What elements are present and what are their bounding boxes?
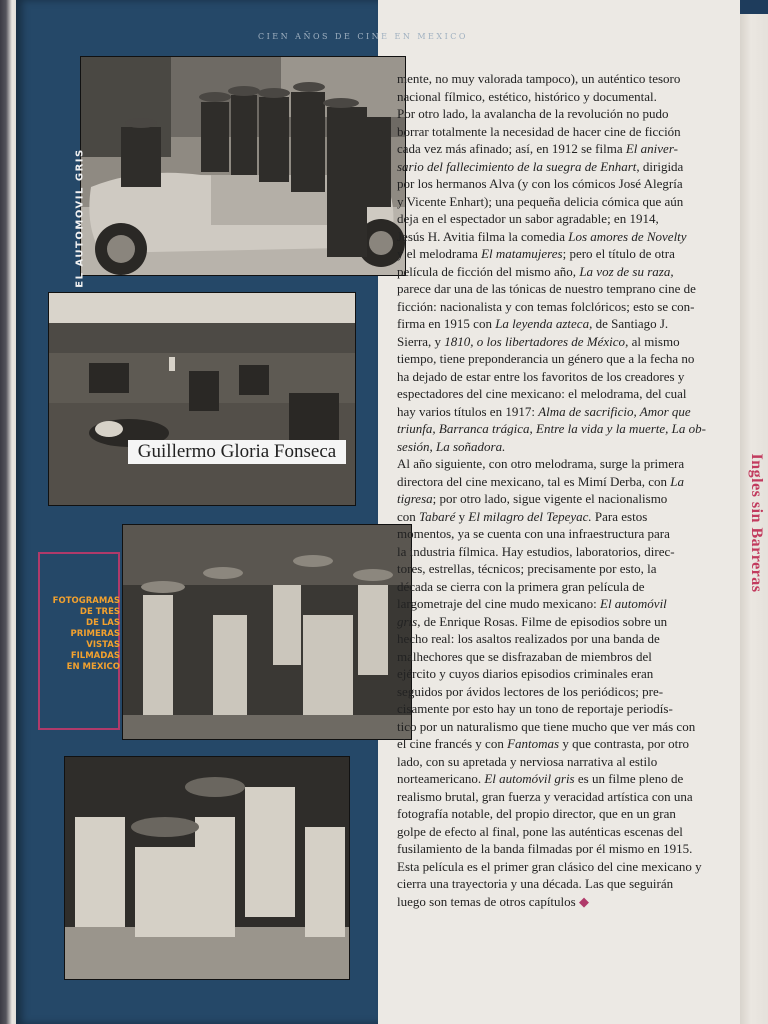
body-line	[397, 350, 719, 368]
body-text-run: luego son temas de otros capítulos	[397, 893, 579, 909]
body-text-run: por los hermanos Alva (y con los cómicos José Alegría	[397, 176, 683, 191]
body-text-run: golpe de efecto al final, pone las auténticas escenas del	[397, 823, 683, 839]
body-text-run: , dirigida	[636, 158, 684, 174]
body-text-run: década se cierra con la primera gran película de	[397, 578, 645, 594]
body-line	[397, 245, 719, 263]
body-line	[397, 193, 719, 211]
body-line	[397, 700, 719, 718]
body-line	[397, 210, 719, 228]
body-line	[397, 368, 719, 386]
body-text-run: tores, estrellas, técnicos; precisamente por esto, la	[397, 561, 657, 576]
body-text-run: sesión, La soñadora.	[397, 438, 506, 454]
caption-line: FILMADAS	[70, 651, 120, 661]
body-text-run: Jesús H. Avitia filma la comedia	[397, 228, 569, 244]
body-text-run: momentos, ya se cuenta con una infraestructura para	[397, 526, 670, 541]
body-line	[397, 543, 719, 561]
body-text-run: realismo brutal, gran fuerza y veracidad artística con una	[397, 788, 693, 804]
body-text-run: el cine francés y con	[397, 736, 508, 751]
body-line	[397, 473, 719, 491]
body-text-run: y que contrasta, por otro	[559, 736, 690, 751]
body-line	[397, 823, 719, 841]
body-line	[397, 735, 719, 753]
body-line	[397, 893, 719, 911]
author-name-overlay: Guillermo Gloria Fonseca	[128, 440, 346, 464]
body-line	[397, 158, 719, 176]
body-text-run: El automóvil	[600, 596, 667, 611]
body-line	[397, 140, 719, 158]
caption-line: VISTAS	[86, 640, 120, 650]
body-line	[397, 683, 719, 701]
body-line	[397, 263, 719, 281]
photo-seated-group	[64, 756, 350, 980]
photo-automovil-gris	[80, 56, 406, 276]
body-line	[397, 613, 719, 631]
body-text-run: Sierra, y	[397, 333, 445, 349]
body-text-run: ; pero el título de otra	[562, 246, 675, 261]
body-line	[397, 858, 719, 876]
body-text-run: , de Santiago J.	[589, 316, 669, 331]
body-text-run: firma en 1915 con	[397, 316, 496, 331]
photo-crowd-hats	[122, 524, 412, 740]
body-line	[397, 490, 719, 508]
body-text-run: tiempo, tiene preponderancia un género que a la fecha no	[397, 351, 695, 366]
body-line	[397, 665, 719, 683]
body-line	[397, 455, 719, 473]
body-text-run: nacional fílmico, estético, histórico y documental.	[397, 88, 657, 104]
body-line	[397, 298, 719, 316]
body-text-run: y el melodrama	[397, 246, 482, 261]
photo-caption	[38, 596, 120, 673]
body-text-run: es un filme pleno de	[574, 771, 684, 786]
body-line	[397, 385, 719, 403]
body-text-run: Tabaré	[419, 508, 456, 524]
body-text-run: El automóvil gris	[484, 771, 575, 786]
body-text-run: cisamente por esto hay un tono de reportaje periodís-	[397, 701, 673, 716]
body-text-run: Esta película es el primer gran clásico del cine mexicano y	[397, 858, 702, 874]
body-text-run: y	[455, 508, 469, 524]
body-text-run: parece dar una de las tónicas de nuestro temprano cine de	[397, 281, 696, 296]
body-line	[397, 175, 719, 193]
body-line	[397, 875, 719, 893]
body-line	[397, 648, 719, 666]
body-line	[397, 105, 719, 123]
body-text-run: espectadores del cine mexicano: el melodrama, del cual	[397, 386, 687, 401]
body-text-run: Alma de sacrificio, Amor que	[538, 403, 691, 419]
body-text-run: fotografía notable, del propio director, que en un gran	[397, 806, 676, 821]
body-line	[397, 753, 719, 771]
body-line	[397, 88, 719, 106]
side-publication-title: Ingles sin Barreras	[748, 453, 765, 593]
body-line	[397, 595, 719, 613]
body-text-run: El aniver-	[625, 141, 678, 156]
caption-line: DE LAS	[86, 618, 120, 628]
body-text-run: lado, con su apretada y nerviosa narrativa al estilo	[397, 753, 658, 769]
body-text-run: Para estos	[591, 508, 648, 524]
body-text-run: la industria fílmica. Hay estudios, laboratorios, direc-	[397, 543, 675, 559]
body-text-run: seguidos por ávidos lectores de los periódicos; pre-	[397, 683, 664, 699]
body-text-run: cada vez más afinado; así, en 1912 se filma	[397, 141, 626, 156]
body-text-run: mente, no muy valorada tampoco), un auténtico tesoro	[397, 71, 681, 86]
body-text-run: malhechores que se disfrazaban de miembros del	[397, 648, 652, 664]
body-text-run: hecho real: los asaltos realizados por una banda de	[397, 631, 660, 646]
body-line	[397, 630, 719, 648]
body-text-run: norteamericano.	[397, 771, 485, 786]
body-line	[397, 403, 719, 421]
body-text-run: tigresa	[397, 491, 433, 506]
body-text-run: directora del cine mexicano, tal es Mimí Derba, con	[397, 473, 671, 489]
caption-line: FOTOGRAMAS	[52, 596, 120, 606]
body-text-run: película de ficción del mismo año,	[397, 263, 580, 279]
body-text-run: fusilamiento de la banda filmadas por él mismo en 1915.	[397, 841, 693, 856]
body-line	[397, 333, 719, 351]
body-text-run: cierra una trayectoria y una década. Las que seguirán	[397, 876, 674, 891]
body-text-run: Al año siguiente, con otro melodrama, surge la primera	[397, 456, 685, 471]
photo-label-vertical: EL AUTOMOVIL GRIS	[74, 148, 86, 288]
body-text-run: ha dejado de estar entre los favoritos de los creadores y	[397, 368, 685, 384]
body-text-run: ficción: nacionalista y con temas folclóricos; esto se con-	[397, 298, 695, 314]
body-line	[397, 805, 719, 823]
body-line	[397, 788, 719, 806]
body-line	[397, 438, 719, 456]
body-text-run: tico por un naturalismo que tiene mucho que ver más con	[397, 718, 696, 734]
body-line	[397, 718, 719, 736]
body-text-run: sario del fallecimiento de la suegra de Enhart	[397, 158, 637, 174]
body-line	[397, 560, 719, 578]
body-text-run: gris	[397, 613, 418, 629]
body-text-run: Los amores de Novelty	[568, 228, 687, 244]
body-line	[397, 525, 719, 543]
body-text-run: Por otro lado, la avalancha de la revolución no pudo	[397, 106, 669, 121]
body-line	[397, 315, 719, 333]
article-body	[397, 70, 719, 910]
body-text-run: La leyenda azteca	[495, 316, 590, 331]
body-text-run: Fantomas	[507, 736, 560, 751]
body-text-run: con	[397, 508, 420, 524]
body-text-run: El matamujeres	[481, 246, 563, 261]
caption-line: PRIMERAS	[70, 629, 120, 639]
caption-line: EN MEXICO	[66, 662, 120, 672]
photo-charros-field	[48, 292, 356, 506]
body-text-run: La	[670, 473, 684, 489]
body-text-run: ; por otro lado, sigue vigente el nacionalismo	[432, 491, 668, 506]
body-text-run: 1810, o los libertadores de México	[444, 333, 626, 349]
body-text-run: hay varios títulos en 1917:	[397, 403, 539, 419]
caption-line: DE TRES	[79, 607, 120, 617]
end-mark-icon: ◆	[578, 893, 589, 909]
body-text-run: , de Enrique Rosas. Filme de episodios sobre un	[417, 613, 668, 629]
body-text-run: triunfa, Barranca trágica, Entre la vida y la muerte, La ob-	[397, 421, 706, 436]
body-text-run: La voz de su raza,	[579, 263, 674, 279]
body-line	[397, 420, 719, 438]
next-page-corner	[740, 0, 768, 14]
body-line	[397, 70, 719, 88]
body-text-run: , al mismo	[625, 333, 680, 349]
body-line	[397, 123, 719, 141]
body-text-run: borrar totalmente la necesidad de hacer cine de ficción	[397, 123, 681, 139]
body-line	[397, 280, 719, 298]
body-line	[397, 770, 719, 788]
body-line	[397, 840, 719, 858]
body-text-run: El milagro del Tepeyac.	[468, 508, 592, 524]
running-head: CIEN AÑOS DE CINE EN MEXICO	[258, 32, 468, 41]
body-text-run: ejército y cuyos diarios episodios criminales eran	[397, 666, 654, 681]
body-text-run: largometraje del cine mudo mexicano:	[397, 596, 600, 611]
body-line	[397, 578, 719, 596]
body-line	[397, 228, 719, 246]
body-line	[397, 508, 719, 526]
body-text-run: y Vicente Enhart); una pequeña delicia cómica que aún	[397, 193, 684, 209]
body-text-run: deja en el espectador un sabor agradable; en 1914,	[397, 211, 659, 226]
